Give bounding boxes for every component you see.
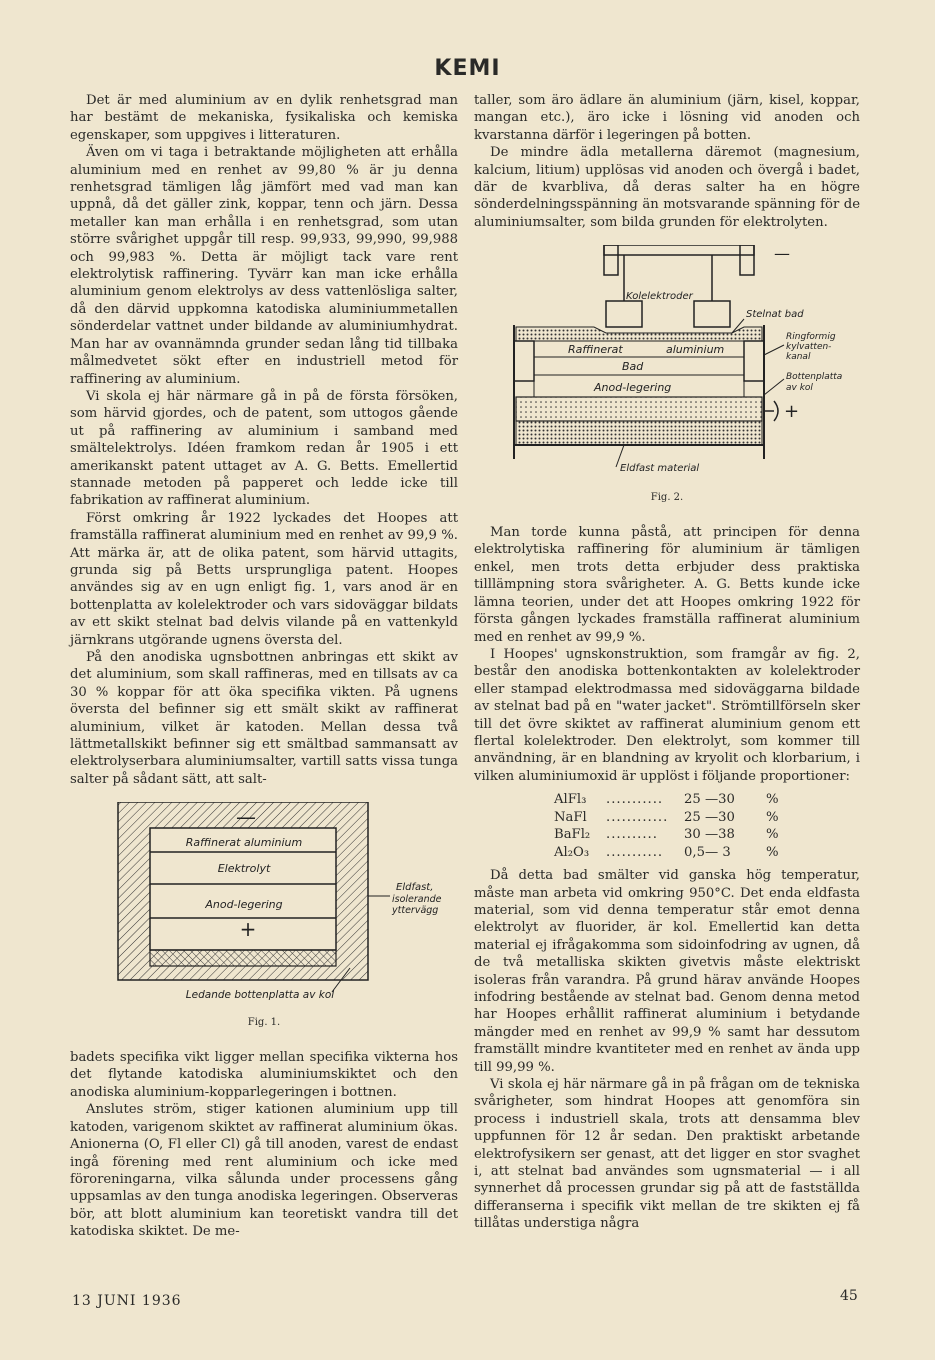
paragraph: Anslutes ström, stiger kationen aluminium upp till katoden, varigenom skiktet av raffinerat aluminium ökas. Anionerna (O, Fl eller Cl) gå till anoden, varest de endast ingå förening med rent aluminium och icke med föroreningarna, vilka sålunda under processens gång uppsamlas av den tunga anodiska legeringen. Observeras bör, att blott aluminium kan teoretiskt vandra till det katodiska skiktet. De me- <box>70 1102 458 1240</box>
paragraph: De mindre ädla metallerna däremot (magnesium, kalcium, litium) upplösas vid anoden och övergå i badet, där de kvarbliva, då deras salter ha en högre sönderdelningsspänning än motsvarande spänning för de aluminiumsalter, som bilda grunden för elektrolyten. <box>474 145 860 230</box>
unit: % <box>766 827 779 843</box>
carbon-electrode <box>606 301 642 327</box>
composition-row: NaFl ............ 25 —30 % <box>554 809 779 825</box>
composition-row: Al₂O₃ ........... 0,5— 3 % <box>554 844 779 860</box>
carbon-electrode <box>694 301 730 327</box>
paragraph: taller, som äro ädlare än aluminium (järn, kisel, koppar, mangan etc.), äro icke i lösning vid anoden och kvarstanna därför i legeringen på botten. <box>474 93 860 143</box>
range: 25 —30 <box>684 809 735 825</box>
label-wall-2: isolerande <box>392 894 442 906</box>
figure-2-caption: Fig. 2. <box>650 491 684 503</box>
plus-sign: + <box>784 401 800 423</box>
carbon-bottom <box>516 397 762 421</box>
label-anode-alloy: Anod-legering <box>205 898 283 912</box>
label-ring-1: Ringformig <box>786 332 836 343</box>
compound: Al₂O₃ <box>554 844 590 860</box>
range: 25 —30 <box>684 792 735 808</box>
cooling-ring <box>744 341 764 381</box>
paragraph: Då detta bad smälter vid ganska hög temperatur, måste man arbeta vid omkring 950°C. Det enda eldfasta material, som vid denna temperatur står emot denna elektrolyt av fluorider, är kol. Emellertid kan detta material ej ifrågakomma som sidoinfodring av ugnen, då de två metalliska skikten givetvis måste elektriskt isoleras från varandra. På grund härav använde Hoopes infodring bestående av stelnat bad. Genom denna metod har Hoopes erhållit raffinerat aluminium i betydande mängder med en renhet av 99,9 % samt har dessutom framställt mindre kvantiteter med en renhet av ända upp till 99,99 %. <box>474 868 860 1075</box>
label-bath: Bad <box>622 360 644 374</box>
minus-sign: — <box>774 245 790 264</box>
right-column <box>474 92 860 1233</box>
refractory-material <box>516 421 762 445</box>
unit: % <box>766 809 779 825</box>
section-header: KEMI <box>434 56 501 81</box>
range: 0,5— 3 <box>684 844 731 860</box>
unit: % <box>766 792 779 808</box>
label-anode-alloy: Anod-legering <box>594 381 672 395</box>
composition-row: AlFl₃ ........... 25 —30 % <box>554 792 779 808</box>
paragraph: I Hoopes' ugnskonstruktion, som framgår av fig. 2, består den anodiska bottenkontakten av kolelektroder eller stampad elektrodmassa med sidoväggarna bildade av stelnat bad på en "water jacket". Strömtillförseln sker till det övre skiktet av raffinerat aluminium genom ett flertal kolelektroder. Den elektrolyt, som kommer till användning, är en blandning av kryolit och klorbarium, i vilken aluminiumoxid är upplöst i följande proportioner: <box>474 646 860 784</box>
composition-table <box>554 791 860 861</box>
composition-row: BaFl₂ .......... 30 —38 % <box>554 827 779 843</box>
label-wall-3: yttervägg <box>392 905 439 917</box>
issue-date: 13 JUNI 1936 <box>72 1293 182 1309</box>
paragraph: Först omkring år 1922 lyckades det Hoopes att framställa raffinerat aluminium med en renhet av 99,9 %. Att märka är, att de olika patent, som härvid uttagits, grunda sig på Betts ursprungliga patent. Hoopes användes sig av en ugn enligt fig. 1, vars anod är en bottenplatta av kolelektroder och vars sidoväggar bildats av ett skikt stelnat bad delvis vilande på en vattenkyld järnkrans utgörande ugnens översta del. <box>70 510 458 648</box>
paragraph: Även om vi taga i betraktande möjligheten att erhålla aluminium med en renhet av 99,80 % är ju denna renhetsgrad tämligen låg jämfört med vad man kan uppnå, då det gäller zink, koppar, tenn och järn. Dessa metaller kan man erhålla i en renhetsgrad, som utan större svårighet uppgår till resp. 99,933, 99,990, 99,988 och 99,983 %. Detta är möjligt tack vare rent elektrolytisk raffinering. Tyvärr kan man icke erhålla aluminium genom elektrolys av dess vattenlösliga salter, då den därvid uppkomna katodiska aluminiummetallen sönderdelar vattnet under bildande av aluminiumhydrat. Man har av ovannämnda grunder sedan lång tid tillbaka målmedvetet sökt efter en industriell metod för raffinering av aluminium. <box>70 145 458 387</box>
range: 30 —38 <box>684 827 735 843</box>
compound: AlFl₃ <box>554 792 587 808</box>
unit: % <box>766 844 779 860</box>
label-bottom-1: Bottenplatta <box>786 372 843 383</box>
label-electrodes: Kolelektroder <box>626 291 693 303</box>
label-aluminium: aluminium <box>666 343 725 357</box>
label-solid-bath: Stelnat bad <box>746 309 804 321</box>
figure-2 <box>474 245 860 506</box>
left-column <box>70 92 458 1241</box>
figure-1-caption: Fig. 1. <box>247 1016 281 1028</box>
label-refined-aluminium: Raffinerat aluminium <box>185 836 303 850</box>
figure-1-diagram <box>70 802 458 1002</box>
paragraph: Det är med aluminium av en dylik renhetsgrad man har bestämt de mekaniska, fysikaliska och kemiska egenskaper, som uppgives i litteraturen. <box>70 93 458 143</box>
label-bottom-plate: Ledande bottenplatta av kol <box>185 989 335 1002</box>
label-refractory: Eldfast material <box>620 463 700 475</box>
paragraph: badets specifika vikt ligger mellan specifika vikterna hos det flytande katodiska aluminiumskiktet och den anodiska aluminium-kopparlegeringen i bottnen. <box>70 1050 458 1100</box>
label-bottom-2: av kol <box>786 383 813 394</box>
label-wall-1: Eldfast, <box>396 882 434 894</box>
label-ring-3: kanal <box>786 352 811 363</box>
paragraph: Vi skola ej här närmare gå in på de första försöken, som härvid gjordes, och de patent, som uttogos gående ut på raffinering av aluminium i samband med smältelektrolys. Idéen framkom redan år 1905 i ett amerikanskt patent uttaget av A. G. Betts. Emellertid stannade metoden på papperet och ledde icke till fabrikation av raffinerat aluminium. <box>70 388 458 509</box>
label-ring-2: kylvatten- <box>786 342 832 353</box>
paragraph: Man torde kunna påstå, att principen för denna elektrolytiska raffinering för aluminium är tämligen enkel, men trots detta erbjuder dess praktiska tilllämpning stora svårigheter. A. G. Betts kunde icke lämna teorien, under det att Hoopes omkring 1922 för första gången lyckades framställa raffinerat aluminium med en renhet av 99,9 %. <box>474 525 860 645</box>
compound: BaFl₂ <box>554 827 591 843</box>
plus-sign: + <box>239 917 257 942</box>
paragraph: På den anodiska ugnsbottnen anbringas ett skikt av det aluminium, som skall raffineras, med en tillsats av ca 30 % koppar för att öka specifika vikten. På ugnens översta del befinner sig ett smält skikt av raffinerat aluminium, vilket är katoden. Mellan dessa två lättmetallskikt befinner sig ett smältbad sammansatt av elektrolyserbara aluminiumsalter, vartill satts vissa tunga salter på sådant sätt, att salt- <box>70 650 458 787</box>
minus-sign: — <box>236 805 256 830</box>
carbon-bottom-plate <box>150 950 336 966</box>
label-electrolyte: Elektrolyt <box>217 862 271 876</box>
page-number: 45 <box>840 1288 858 1304</box>
label-refined: Raffinerat <box>568 343 623 357</box>
compound: NaFl <box>554 809 587 825</box>
figure-2-diagram <box>474 245 860 477</box>
paragraph: Vi skola ej här närmare gå in på frågan om de tekniska svårigheter, som hindrat Hoopes att genomföra sin process i industriell skala, trots att densamma blev uppfunnen för 12 år sedan. Den praktiskt arbetande elektrofysikern ser genast, att det ligger en stor svaghet i, att stelnat bad användes som ugnsmaterial — i all synnerhet då processen grundar sig på att de fastställda differanserna i specifik vikt mellan de tre skikten ej få tillåtas understiga några <box>474 1077 860 1232</box>
figure-1 <box>70 802 458 1031</box>
